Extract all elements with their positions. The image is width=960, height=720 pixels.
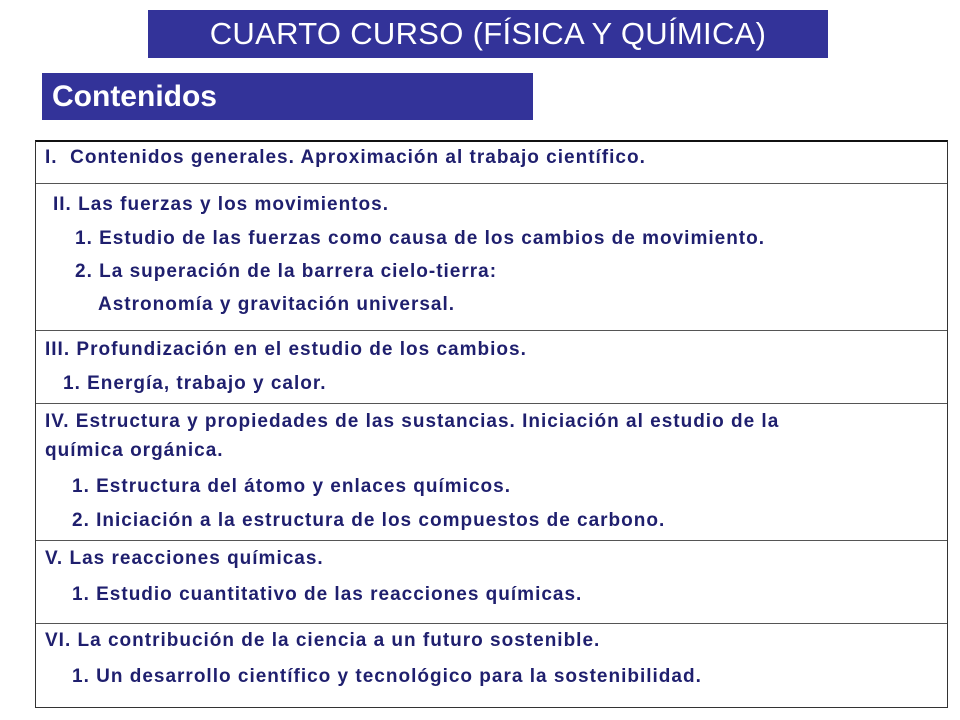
unit-row-vi bbox=[36, 624, 947, 707]
unit-row-iii bbox=[36, 331, 947, 404]
unit-title-continuation: química orgánica. bbox=[45, 440, 224, 461]
unit-title: V. Las reacciones químicas. bbox=[45, 548, 324, 569]
section-heading-box bbox=[42, 73, 533, 120]
unit-title: II. Las fuerzas y los movimientos. bbox=[53, 194, 389, 215]
topic-item: 1. Energía, trabajo y calor. bbox=[63, 373, 327, 394]
topic-item: 1. Estructura del átomo y enlaces químicos. bbox=[72, 476, 511, 497]
topic-item: 2. La superación de la barrera cielo-tierra: bbox=[75, 261, 498, 282]
section-heading: Contenidos bbox=[52, 79, 217, 113]
unit-row-iv bbox=[36, 404, 947, 541]
unit-row-v bbox=[36, 541, 947, 624]
unit-row-i bbox=[36, 142, 947, 184]
unit-title: III. Profundización en el estudio de los cambios. bbox=[45, 339, 527, 360]
unit-title: VI. La contribución de la ciencia a un futuro sostenible. bbox=[45, 630, 601, 651]
unit-title: IV. Estructura y propiedades de las sustancias. Iniciación al estudio de la bbox=[45, 411, 780, 432]
topic-item: 2. Iniciación a la estructura de los compuestos de carbono. bbox=[72, 510, 666, 531]
slide-title-banner bbox=[148, 10, 828, 58]
topic-item: 1. Estudio cuantitativo de las reacciones químicas. bbox=[72, 584, 583, 605]
slide-title: CUARTO CURSO (FÍSICA Y QUÍMICA) bbox=[209, 16, 767, 51]
topic-item: 1. Un desarrollo científico y tecnológico para la sostenibilidad. bbox=[72, 666, 702, 687]
topic-item: 1. Estudio de las fuerzas como causa de los cambios de movimiento. bbox=[75, 228, 766, 249]
unit-title: I. Contenidos generales. Aproximación al trabajo científico. bbox=[45, 147, 646, 168]
unit-row-ii bbox=[36, 184, 947, 331]
topic-item-continuation: Astronomía y gravitación universal. bbox=[98, 294, 456, 315]
contents-table bbox=[35, 140, 948, 708]
